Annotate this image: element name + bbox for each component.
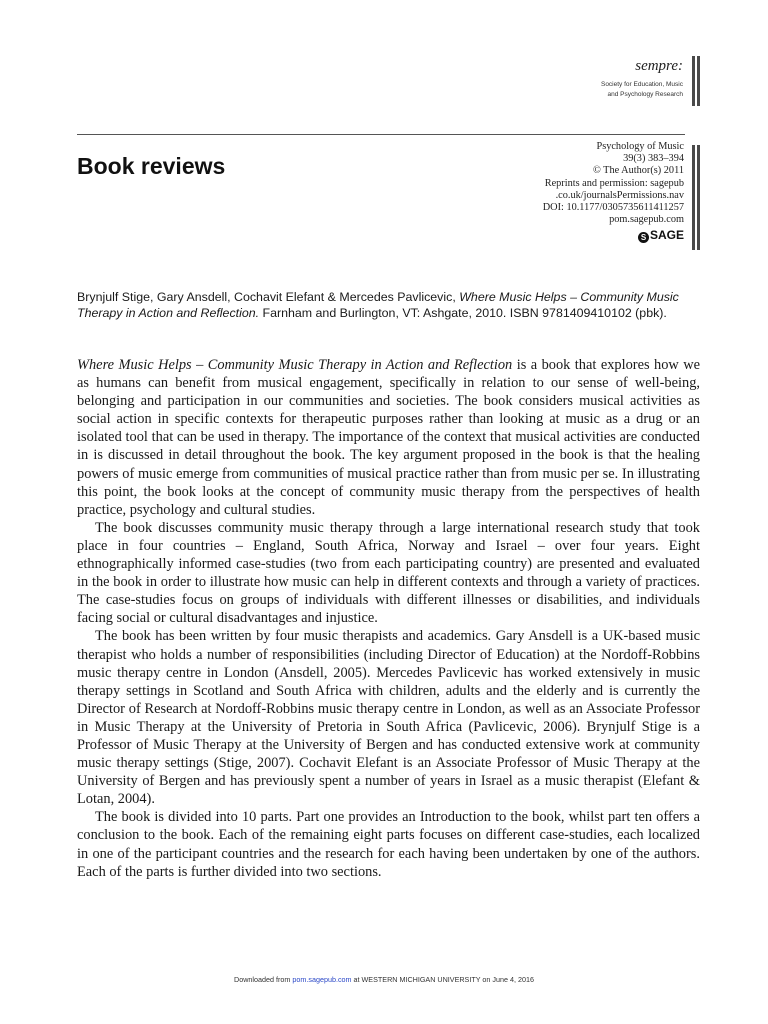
society-subtitle-line-2: and Psychology Research — [607, 91, 683, 98]
journal-reprints: Reprints and permission: sagepub — [544, 177, 684, 189]
section-title: Book reviews — [77, 153, 226, 179]
decorative-bar — [697, 145, 700, 250]
decorative-bar — [692, 56, 695, 106]
paragraph-4: The book is divided into 10 parts. Part one provides an Introduction to the book, whilst part ten offers a conclusion to the book. Each of the remaining eight parts focuses on different case-studies, each localized in one of the participant countries and the research for each having been undertaken by one of the authors. Each of the parts is further divided into two sections. — [77, 809, 700, 880]
journal-copyright: © The Author(s) 2011 — [592, 165, 684, 177]
sage-wordmark: SAGE — [649, 228, 684, 243]
paragraph-2: The book discusses community music therapy through a large international research study that took place in four countries – England, South Africa, Norway and Israel – over four years. Eight ethnographically informed case-studies (two from each participating country) are presented and evaluated in the book in order to illustrate how music can help in different contexts and through a variety of practices. The case-studies focus on groups of individuals with different illnesses or disabilities, and individuals facing social or cultural disadvantages and injustice. — [77, 519, 700, 627]
footer-prefix: Downloaded from — [234, 975, 291, 984]
paragraph-1-book-title: Where Music Helps – Community Music Therapy in Action and Reflection — [77, 357, 513, 373]
sage-mark-icon: S — [638, 232, 649, 243]
society-subtitle — [601, 80, 683, 100]
paragraph-3: The book has been written by four music therapists and academics. Gary Ansdell is a UK-based music therapist who holds a number of responsibilities (including Director of Education) at the Nordoff-Robbins music therapy centre in London (Ansdell, 2005). Mercedes Pavlicevic has worked extensively in music therapy settings in Scotland and South Africa with children, adults and the elderly and is currently the Director of Research at Nordoff-Robbins music therapy centre in London, as well as an Associate Professor in Music Therapy at the University of Pretoria in South Africa (Pavlicevic, 2006). Brynjulf Stige is a Professor of Music Therapy at the University of Bergen and has conducted extensive work at community music therapy settings (Stige, 2007). Cochavit Elefant is an Associate Professor of Music Therapy at the University of Bergen and has previously spent a number of years in Israel as a music therapist (Elefant & Lotan, 2004). — [77, 628, 700, 808]
sage-logo — [543, 229, 684, 243]
citation-authors: Brynjulf Stige, Gary Ansdell, Cochavit Elefant & Mercedes Pavlicevic, — [77, 290, 456, 304]
society-name: sempre: — [635, 58, 683, 74]
footer-suffix: at WESTERN MICHIGAN UNIVERSITY on June 4, 2016 — [353, 975, 534, 984]
journal-reprints-url: .co.uk/journalsPermissions.nav — [555, 189, 684, 201]
header-rule — [77, 134, 685, 135]
decorative-bar — [697, 56, 700, 106]
society-subtitle-line-1: Society for Education, Music — [600, 81, 683, 88]
footer-link[interactable]: pom.sagepub.com — [292, 975, 352, 984]
download-footer — [0, 975, 768, 984]
journal-title: Psychology of Music — [596, 141, 684, 152]
paragraph-1-text: is a book that explores how we as humans can benefit from musical engagement, specifically in relation to our sense of well-being, belonging and participation in our communities and societies. The book considers musical activities as social action in specific contexts for therapeutic purposes rather than looking at music as a drug or an isolated tool that can be used in therapy. The importance of the context that musical activities are conducted in is discussed in detail throughout the book. The key argument proposed in the book is that the healing powers of music emerge from communities of musical practice rather than from music per se. In illustrating this point, the book looks at the concept of community music therapy from the perspectives of health practice, psychology and cultural studies. — [77, 357, 701, 518]
citation-book-title: Where Music Helps – Community Music Therapy in Action and Reflection. — [77, 290, 679, 321]
journal-info — [543, 141, 684, 243]
decorative-bar — [692, 145, 695, 250]
society-logo — [601, 58, 683, 100]
journal-issue: 39(3) 383–394 — [623, 153, 684, 165]
journal-site: pom.sagepub.com — [609, 214, 684, 226]
paragraph-1 — [77, 356, 700, 519]
book-citation — [77, 289, 687, 321]
citation-publication: Farnham and Burlington, VT: Ashgate, 2010. ISBN 9781409410102 (pbk). — [262, 306, 667, 321]
review-body — [77, 356, 700, 881]
journal-doi: DOI: 10.1177/0305735611411257 — [542, 202, 684, 214]
